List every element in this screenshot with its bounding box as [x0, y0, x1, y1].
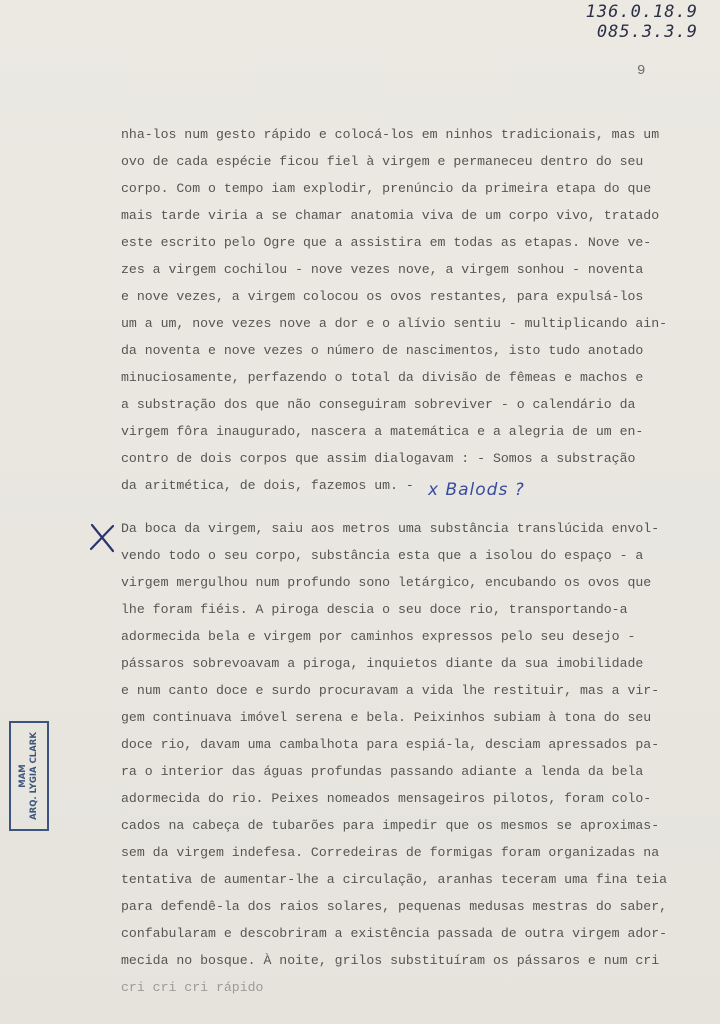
text-line: zes a virgem cochilou - nove vezes nove, a virgem sonhou - noventa	[121, 262, 644, 277]
text-line: um a um, nove vezes nove a dor e o alívio sentiu - multiplicando ain-	[121, 316, 668, 331]
handwritten-x-mark-icon	[86, 521, 120, 555]
text-line: Da boca da virgem, saiu aos metros uma substância translúcida envol-	[121, 521, 660, 536]
text-line: virgem mergulhou num profundo sono letárgico, encubando os ovos que	[121, 575, 652, 590]
faded-text-line: cri cri cri rápido	[121, 980, 264, 995]
paragraph-2	[121, 515, 668, 1001]
text-line: corpo. Com o tempo iam explodir, prenúncio da primeira etapa do que	[121, 181, 652, 196]
text-line: confabularam e descobriram a existência passada de outra virgem ador-	[121, 926, 668, 941]
text-line: nha-los num gesto rápido e colocá-los em ninhos tradicionais, mas um	[121, 127, 660, 142]
text-line: ra o interior das águas profundas passando adiante a lenda da bela	[121, 764, 644, 779]
text-line: adormecida bela e virgem por caminhos expressos pelo seu desejo -	[121, 629, 636, 644]
paragraph-1	[121, 121, 668, 499]
archive-stamp	[9, 721, 49, 831]
text-line: sem da virgem indefesa. Corredeiras de formigas foram organizadas na	[121, 845, 660, 860]
text-line: virgem fôra inaugurado, nascera a matemática e a alegria de um en-	[121, 424, 644, 439]
text-line: contro de dois corpos que assim dialogavam : - Somos a substração	[121, 451, 636, 466]
text-line: a substração dos que não conseguiram sobreviver - o calendário da	[121, 397, 636, 412]
text-line: gem continuava imóvel serena e bela. Peixinhos subiam à tona do seu	[121, 710, 652, 725]
text-line: este escrito pelo Ogre que a assistira em todas as etapas. Nove ve-	[121, 235, 652, 250]
text-line: adormecida do rio. Peixes nomeados mensageiros pilotos, foram colo-	[121, 791, 652, 806]
handwritten-note: x Balods ?	[428, 480, 525, 500]
text-line: doce rio, davam uma cambalhota para espiá-la, desciam apressados pa-	[121, 737, 660, 752]
stamp-text	[18, 732, 40, 820]
text-line: da noventa e nove vezes o número de nascimentos, isto tudo anotado	[121, 343, 644, 358]
text-line: ovo de cada espécie ficou fiel à virgem e permaneceu dentro do seu	[121, 154, 644, 169]
text-line: cados na cabeça de tubarões para impedir que os mesmos se aproximas-	[121, 818, 660, 833]
text-line: minuciosamente, perfazendo o total da divisão de fêmeas e machos e	[121, 370, 644, 385]
text-line: pássaros sobrevoavam a piroga, inquietos diante da sua imobilidade	[121, 656, 644, 671]
stamp-line-2: ARQ. LYGIA CLARK	[29, 732, 39, 820]
text-line: e nove vezes, a virgem colocou os ovos restantes, para expulsá-los	[121, 289, 644, 304]
text-line: vendo todo o seu corpo, substância esta que a isolou do espaço - a	[121, 548, 644, 563]
text-line: para defendê-la dos raios solares, pequenas medusas mestras do saber,	[121, 899, 668, 914]
text-line: e num canto doce e surdo procuravam a vida lhe restituir, mas a vir-	[121, 683, 660, 698]
stamp-line-1: MAM	[18, 764, 28, 788]
text-line: tentativa de aumentar-lhe a circulação, aranhas teceram uma fina teia	[121, 872, 668, 887]
text-line: lhe foram fiéis. A piroga descia o seu doce rio, transportando-a	[121, 602, 628, 617]
archive-code-2: 085.3.3.9	[596, 22, 698, 42]
text-line: da aritmética, de dois, fazemos um. -	[121, 478, 414, 493]
archive-code-1: 136.0.18.9	[585, 2, 698, 22]
archive-codes	[586, 2, 698, 42]
page-number: 9	[637, 63, 646, 79]
text-line: mecida no bosque. À noite, grilos substituíram os pássaros e num cri	[121, 953, 660, 968]
text-line: mais tarde viria a se chamar anatomia viva de um corpo vivo, tratado	[121, 208, 660, 223]
